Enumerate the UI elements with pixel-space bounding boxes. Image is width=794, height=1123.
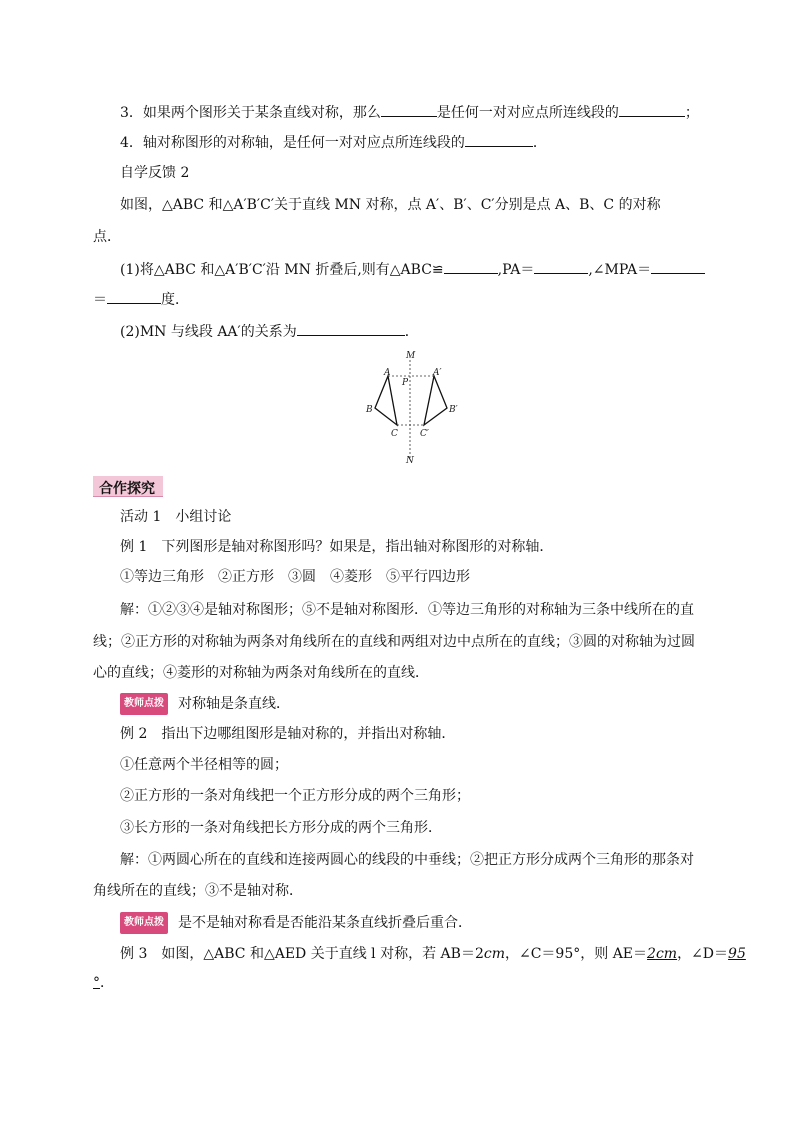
q1-text-e: 度． [161, 292, 189, 308]
example-1-options: ①等边三角形 ②正方形 ③圆 ④菱形 ⑤平行四边形 [120, 569, 470, 585]
item-3-end: ； [684, 105, 699, 121]
label-c: C [391, 429, 398, 439]
example-3-question [120, 944, 746, 964]
section-title: 合作探究 [99, 481, 155, 497]
label-a: A [384, 368, 391, 378]
ex3-text-a: 例 3 如图，△ABC 和△AED 关于直线 l 对称，若 AB＝2 [120, 946, 484, 962]
activity-title: 活动 1 小组讨论 [120, 509, 232, 525]
item-3-blank-1[interactable] [381, 102, 437, 117]
triangle-abc [375, 376, 397, 425]
feedback-q1-line-2 [93, 289, 189, 310]
q1-blank-1[interactable] [444, 259, 498, 274]
q1-blank-3[interactable] [651, 259, 705, 274]
q1-text-c: ,∠MPA＝ [588, 262, 652, 278]
item-4-text: 4．轴对称图形的对称轴，是任何一对对应点所连线段的 [120, 135, 465, 151]
example-2-option-1: ①任意两个半径相等的圆； [120, 757, 288, 773]
example-2-solution-1: 解：①两圆心所在的直线和连接两圆心的线段的中垂线；②把正方形分成两个三角形的那条对 [120, 852, 694, 868]
section-tag [93, 476, 163, 497]
label-b: B [366, 405, 373, 415]
ex3-end: ． [100, 975, 114, 991]
item-3-blank-2[interactable] [619, 102, 685, 117]
q2-blank[interactable] [297, 321, 405, 336]
item-4-line [120, 132, 547, 153]
q1-blank-4[interactable] [107, 289, 161, 304]
example-2-option-2: ②正方形的一条对角线把一个正方形分成的两个三角形； [120, 788, 470, 804]
feedback-q2-line [120, 321, 419, 342]
q1-text-d: ＝ [93, 292, 107, 308]
label-m: M [406, 351, 416, 361]
q1-text-b: ,PA＝ [497, 262, 535, 278]
item-3-text-b: 是任何一对对应点所连线段的 [436, 105, 619, 121]
teacher-tip-1 [120, 693, 290, 715]
example-3-line-2 [93, 973, 114, 993]
example-1-solution-2: 线；②正方形的对称轴为两条对角线所在的直线和两组对边中点所在的直线；③圆的对称轴为过圆 [93, 634, 695, 650]
ex3-answer-1-unit: cm [655, 946, 678, 962]
q1-blank-2[interactable] [534, 259, 588, 274]
teacher-tip-badge: 教师点拨 [120, 693, 168, 715]
feedback-heading: 自学反馈 2 [120, 165, 190, 181]
triangle-a2b2c2 [424, 376, 447, 425]
example-1-question: 例 1 下列图形是轴对称图形吗？如果是，指出轴对称图形的对称轴． [120, 539, 554, 555]
label-p: P [402, 378, 409, 388]
item-3-text-a: 3．如果两个图形关于某条直线对称，那么 [120, 105, 381, 121]
ex3-answer-1 [647, 946, 677, 962]
example-2-solution-2: 角线所在的直线；③不是轴对称． [93, 883, 303, 899]
item-4-end: ． [532, 135, 547, 151]
ex3-text-b: ，∠C＝95°，则 AE＝ [504, 946, 648, 962]
feedback-intro-2: 点． [93, 229, 121, 245]
example-2-question: 例 2 指出下边哪组图形是轴对称的，并指出对称轴． [120, 726, 456, 742]
label-n: N [406, 456, 414, 465]
teacher-tip-2 [120, 912, 472, 934]
teacher-tip-badge: 教师点拨 [120, 912, 168, 934]
ex3-answer-2: 95 [728, 946, 746, 962]
q1-text-a: (1)将△ABC 和△A′B′C′沿 MN 折叠后,则有△ABC≌ [120, 262, 444, 278]
symmetry-figure [360, 350, 470, 465]
feedback-intro-1: 如图，△ABC 和△A′B′C′关于直线 MN 对称，点 A′、B′、C′分别是点 A、B、C 的对称 [120, 197, 661, 213]
ex3-unit: cm [483, 946, 505, 962]
teacher-tip-2-text: 是不是轴对称看是否能沿某条直线折叠后重合． [178, 915, 472, 931]
example-1-solution-1: 解：①②③④是轴对称图形；⑤不是轴对称图形．①等边三角形的对称轴为三条中线所在的直 [120, 602, 694, 618]
example-1-solution-3: 心的直线；④菱形的对称轴为两条对角线所在的直线． [93, 665, 429, 681]
q2-text-a: (2)MN 与线段 AA′的关系为 [120, 324, 297, 340]
item-4-blank[interactable] [465, 132, 533, 147]
feedback-q1-line [120, 259, 705, 280]
item-3-line [120, 102, 699, 123]
ex3-answer-2-degree: ° [93, 975, 100, 991]
example-2-option-3: ③长方形的一条对角线把长方形分成的两个三角形． [120, 820, 442, 836]
ex3-text-c: ，∠D＝ [677, 946, 729, 962]
teacher-tip-1-text: 对称轴是条直线． [178, 696, 290, 712]
label-c-prime: C′ [420, 429, 429, 439]
ex3-answer-1-value: 2 [647, 946, 656, 962]
label-a-prime: A′ [433, 368, 442, 378]
q2-end: ． [404, 324, 419, 340]
label-b-prime: B′ [449, 405, 458, 415]
